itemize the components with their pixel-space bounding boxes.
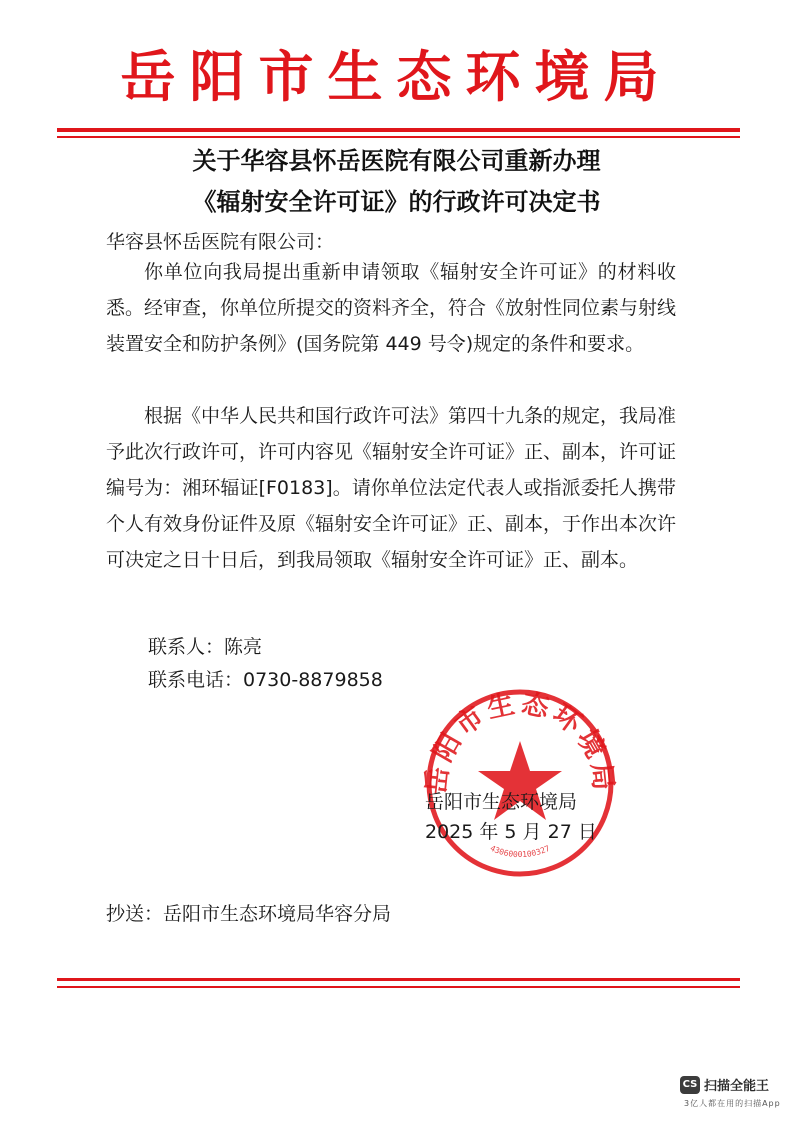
scanner-app-name: 扫描全能王 bbox=[704, 1079, 770, 1094]
cs-logo-icon: CS bbox=[680, 1076, 700, 1094]
signature-date: 2025 年 5 月 27 日 bbox=[425, 821, 597, 843]
letterhead-rule-thick bbox=[57, 128, 740, 132]
recipient: 华容县怀岳医院有限公司： bbox=[106, 231, 335, 253]
document-title-line1: 关于华容县怀岳医院有限公司重新办理 bbox=[192, 146, 601, 175]
scanner-tagline: 3亿人都在用的扫描App bbox=[684, 1099, 781, 1108]
footer-rule-thin bbox=[57, 986, 740, 988]
agency-letterhead: 岳阳市生态环境局 bbox=[120, 44, 673, 109]
scanner-watermark bbox=[680, 1075, 769, 1094]
contact-person: 联系人：陈亮 bbox=[148, 636, 263, 658]
paragraph-1: 你单位向我局提出重新申请领取《辐射安全许可证》的材料收悉。经审查，你单位所提交的资料齐全，符合《放射性同位素与射线装置安全和防护条例》(国务院第 449 号令)规定的条件和要求。 bbox=[106, 261, 677, 355]
contact-phone: 联系电话：0730-8879858 bbox=[148, 669, 383, 691]
signature-org: 岳阳市生态环境局 bbox=[425, 791, 578, 813]
paragraph-2: 根据《中华人民共和国行政许可法》第四十九条的规定，我局准予此次行政许可，许可内容见《辐射安全许可证》正、副本，许可证编号为：湘环辐证[F0183]。请你单位法定代表人或指派委托人携带个人有效身份证件及原《辐射安全许可证》正、副本，于作出本次许可决定之日十日后，到我局领取《辐射安全许可证》正、副本。 bbox=[106, 405, 677, 571]
official-seal bbox=[420, 683, 620, 883]
document-title-line2: 《辐射安全许可证》的行政许可决定书 bbox=[192, 187, 601, 216]
svg-text:4306000100327: 4306000100327 bbox=[488, 843, 552, 860]
letterhead-rule-thin bbox=[57, 136, 740, 138]
svg-text:岳阳市生态环境局: 岳阳市生态环境局 bbox=[420, 687, 620, 796]
cc-line: 抄送：岳阳市生态环境局华容分局 bbox=[106, 903, 392, 925]
footer-rule-thick bbox=[57, 978, 740, 981]
